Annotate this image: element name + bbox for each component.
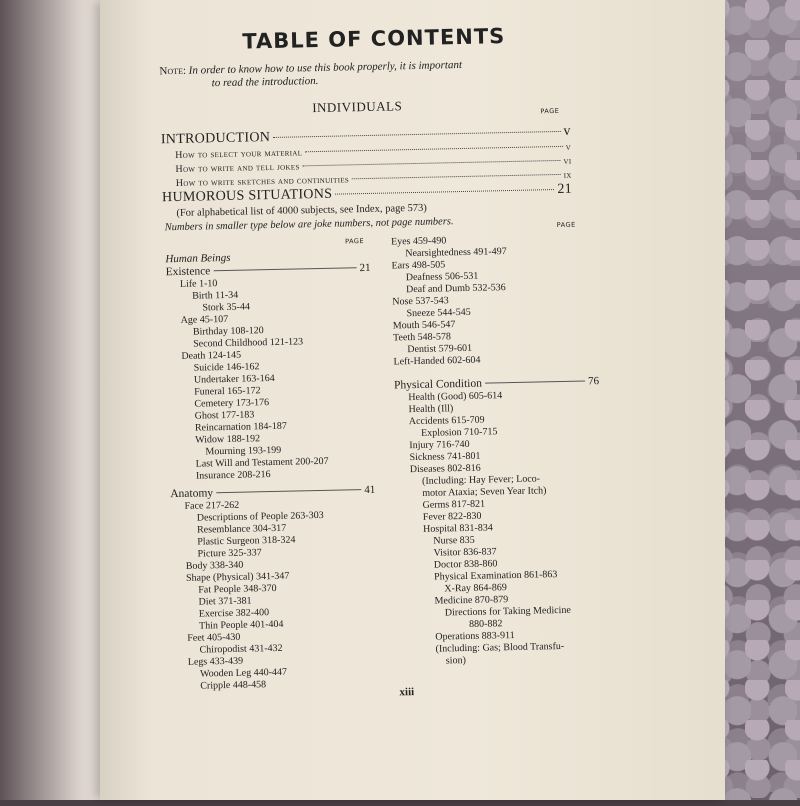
list-item: Birth 11-34 xyxy=(192,289,239,302)
subject-heading: Anatomy 41 xyxy=(170,483,376,501)
toc-entry: How to select your material v xyxy=(175,141,572,162)
note-label: Note: xyxy=(159,64,187,78)
note-line-1: In order to know how to use this book properly, it is important xyxy=(188,58,463,77)
list-item: Operations 883-911 xyxy=(435,630,515,643)
list-item: Nearsightedness 491-497 xyxy=(405,246,507,260)
left-column xyxy=(165,249,379,693)
list-item: Explosion 710-715 xyxy=(420,426,498,439)
list-item: Health (Ill) xyxy=(408,403,454,416)
list-item: Doctor 838-860 xyxy=(433,558,498,571)
toc-entry: HUMOROUS SITUATIONS 21 xyxy=(161,181,573,206)
list-item: Germs 817-821 xyxy=(422,498,486,511)
list-item: 880-882 xyxy=(468,618,503,630)
list-item: Chiropodist 431-432 xyxy=(199,642,283,656)
list-item: Birthday 108-120 xyxy=(192,325,264,338)
list-item: Wooden Leg 440-447 xyxy=(199,666,288,680)
list-item: Fever 822-830 xyxy=(422,510,482,523)
list-item: Reincarnation 184-187 xyxy=(194,420,287,434)
list-item: X-Ray 864-869 xyxy=(444,582,507,595)
list-item: Widow 188-192 xyxy=(195,433,261,446)
list-item: Sickness 741-801 xyxy=(409,450,481,464)
list-item: Picture 325-337 xyxy=(197,547,262,560)
list-item: Feet 405-430 xyxy=(187,631,241,644)
list-item: Injury 716-740 xyxy=(409,438,470,452)
list-item: Physical Examination 861-863 xyxy=(433,569,558,583)
list-item: Second Childhood 121-123 xyxy=(193,336,304,350)
list-item: Resemblance 304-317 xyxy=(196,522,287,536)
list-item: Descriptions of People 263-303 xyxy=(196,509,324,524)
note-line-2: to read the introduction. xyxy=(211,74,319,90)
list-item: (Including: Gas; Blood Transfu- xyxy=(435,640,565,655)
list-item: motor Ataxia; Seven Year Itch) xyxy=(422,485,547,499)
page-column-label-left: PAGE xyxy=(344,237,365,246)
section-heading: INDIVIDUALS xyxy=(312,98,403,116)
category-heading: Human Beings xyxy=(165,251,231,266)
list-item: Nose 537-543 xyxy=(392,295,449,308)
list-item: Deaf and Dumb 532-536 xyxy=(405,282,506,296)
list-item: Life 1-10 xyxy=(179,278,218,290)
list-item: Visitor 836-837 xyxy=(433,546,497,559)
list-item: Nurse 835 xyxy=(433,534,475,547)
list-item: Death 124-145 xyxy=(181,349,242,362)
page-column-label-right: PAGE xyxy=(556,220,576,230)
list-item: Last Will and Testament 200-207 xyxy=(195,455,329,470)
list-item: Fat People 348-370 xyxy=(198,582,277,596)
list-item: Thin People 401-404 xyxy=(198,618,284,632)
background-left xyxy=(0,0,110,800)
list-item: Mourning 193-199 xyxy=(205,444,282,458)
list-item: sion) xyxy=(445,655,466,667)
page-title: TABLE OF CONTENTS xyxy=(242,24,506,54)
list-item: Eyes 459-490 xyxy=(390,235,447,248)
book-page xyxy=(100,0,725,800)
list-item: Sneeze 544-545 xyxy=(406,306,471,320)
list-item: (Including: Hay Fever; Loco- xyxy=(421,473,541,487)
list-item: Suicide 146-162 xyxy=(193,361,260,374)
list-item: Deafness 506-531 xyxy=(405,270,479,284)
list-item: Undertaker 163-164 xyxy=(193,372,275,386)
list-item: Dentist 579-601 xyxy=(407,342,473,356)
list-item: Funeral 165-172 xyxy=(194,385,261,398)
list-item: Left-Handed 602-604 xyxy=(393,354,481,368)
list-item: Ears 498-505 xyxy=(391,259,446,272)
page-number: xiii xyxy=(399,686,415,699)
list-item: Teeth 548-578 xyxy=(392,331,452,344)
list-item: Cemetery 173-176 xyxy=(194,397,270,410)
toc-entry: How to write sketches and continuities ix xyxy=(175,169,572,189)
list-item: Ghost 177-183 xyxy=(194,409,255,422)
list-item: Accidents 615-709 xyxy=(408,414,485,428)
list-item: Directions for Taking Medicine xyxy=(444,604,571,619)
list-item: Diet 371-381 xyxy=(198,595,252,608)
note xyxy=(159,57,559,91)
subject-heading: Physical Condition 76 xyxy=(393,375,600,392)
list-item: Diseases 802-816 xyxy=(409,462,481,476)
humorous-note-1: (For alphabetical list of 4000 subjects, see Index, page 573) xyxy=(176,202,427,219)
subject-heading: Existence 21 xyxy=(165,261,371,279)
list-item: Medicine 870-879 xyxy=(434,594,509,607)
list-item: Insurance 208-216 xyxy=(195,469,271,482)
humorous-note-2: Numbers in smaller type below are joke numbers, not page numbers. xyxy=(164,216,454,234)
list-item: Cripple 448-458 xyxy=(200,679,267,692)
list-item: Face 217-262 xyxy=(184,499,240,512)
list-item: Exercise 382-400 xyxy=(198,607,270,620)
list-item: Stork 35-44 xyxy=(202,301,251,314)
list-item: Plastic Surgeon 318-324 xyxy=(197,534,296,548)
list-item: Body 338-340 xyxy=(185,559,244,572)
toc-entry: How to write and tell jokes vi xyxy=(175,155,572,175)
toc-entry: INTRODUCTION v xyxy=(160,123,571,148)
page-column-label: PAGE xyxy=(540,106,560,116)
list-item: Hospital 831-834 xyxy=(422,522,493,535)
list-item: Health (Good) 605-614 xyxy=(408,390,503,404)
right-column xyxy=(391,232,605,668)
list-item: Legs 433-439 xyxy=(187,655,244,668)
list-item: Mouth 546-547 xyxy=(392,319,456,332)
list-item: Age 45-107 xyxy=(180,313,229,326)
list-item: Shape (Physical) 341-347 xyxy=(185,570,290,584)
